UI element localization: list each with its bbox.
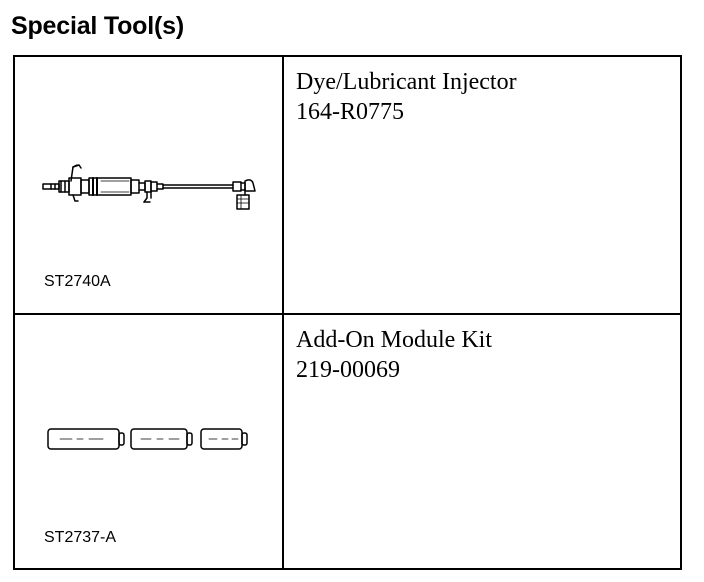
- table-row: [15, 315, 680, 568]
- tool-code: ST2740A: [44, 273, 111, 290]
- tool-illustration-cell: [15, 57, 284, 313]
- table-row: [15, 57, 680, 315]
- page-title: Special Tool(s): [11, 12, 184, 40]
- special-tools-table: [13, 55, 682, 570]
- tool-code: ST2737-A: [44, 529, 117, 546]
- tool-description-cell: [284, 315, 680, 568]
- tool-name: Add-On Module Kit: [296, 327, 492, 353]
- tool-description-cell: [284, 57, 680, 313]
- tool-part-number: 164-R0775: [296, 99, 404, 125]
- tool-illustration-cell: [15, 315, 284, 568]
- tool-part-number: 219-00069: [296, 357, 400, 383]
- tool-name: Dye/Lubricant Injector: [296, 69, 517, 95]
